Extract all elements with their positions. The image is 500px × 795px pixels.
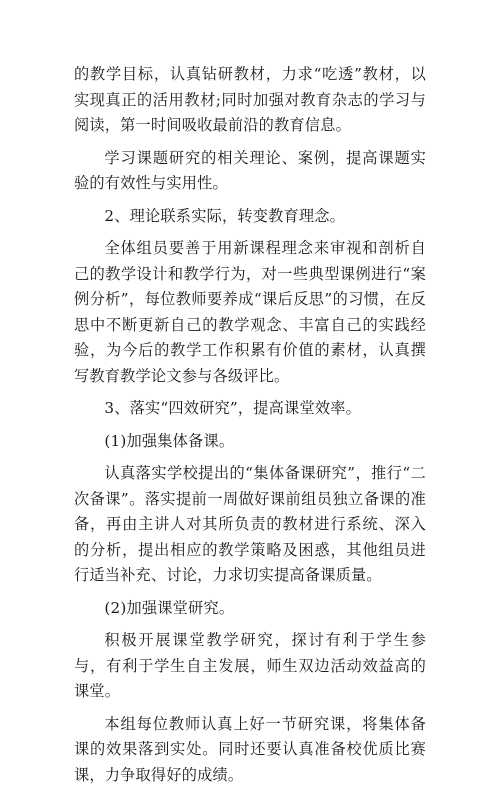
paragraph-3: 全体组员要善于用新课程理念来审视和剖析自己的教学设计和教学行为，对一些典型课例进行“案例分析”，每位教师要养成“课后反思”的习惯，在反思中不断更新自己的教学观念、丰富自己的实践经验，为今后的教学工作积累有价值的素材，认真撰写教育教学论文参与各级评比。 (74, 239, 426, 385)
section-heading-2: 2、理论联系实际，转变教育理念。 (104, 206, 346, 225)
document-body (74, 62, 426, 795)
section-heading-3: 3、落实“四效研究”，提高课堂效率。 (104, 399, 361, 417)
paragraph-2: 学习课题研究的相关理论、案例，提高课题实验的有效性与实用性。 (74, 148, 426, 192)
paragraph-4: 认真落实学校提出的“集体备课研究”，推行“二次备课”。落实提前一周做好课前组员独立备课的准备，再由主讲人对其所负责的教材进行系统、深入的分析，提出相应的教学策略及困惑，其他组员进行适当补充、讨论，力求切实提高备课质量。 (74, 464, 426, 584)
paragraph-1: 的教学目标，认真钻研教材，力求“吃透”教材，以实现真正的活用教材;同时加强对教育杂志的学习与阅读，第一时间吸收最前沿的教育信息。 (74, 65, 426, 134)
subheading-classroom-research: (2)加强课堂研究。 (104, 598, 235, 617)
paragraph-5: 积极开展课堂教学研究，探讨有利于学生参与，有利于学生自主发展，师生双边活动效益高的课堂。 (74, 631, 426, 700)
subheading-collective-lesson-prep: (1)加强集体备课。 (104, 431, 235, 450)
paragraph-6: 本组每位教师认真上好一节研究课，将集体备课的效果落到实处。同时还要认真准备校优质比赛课，力争取得好的成绩。 (74, 714, 426, 784)
